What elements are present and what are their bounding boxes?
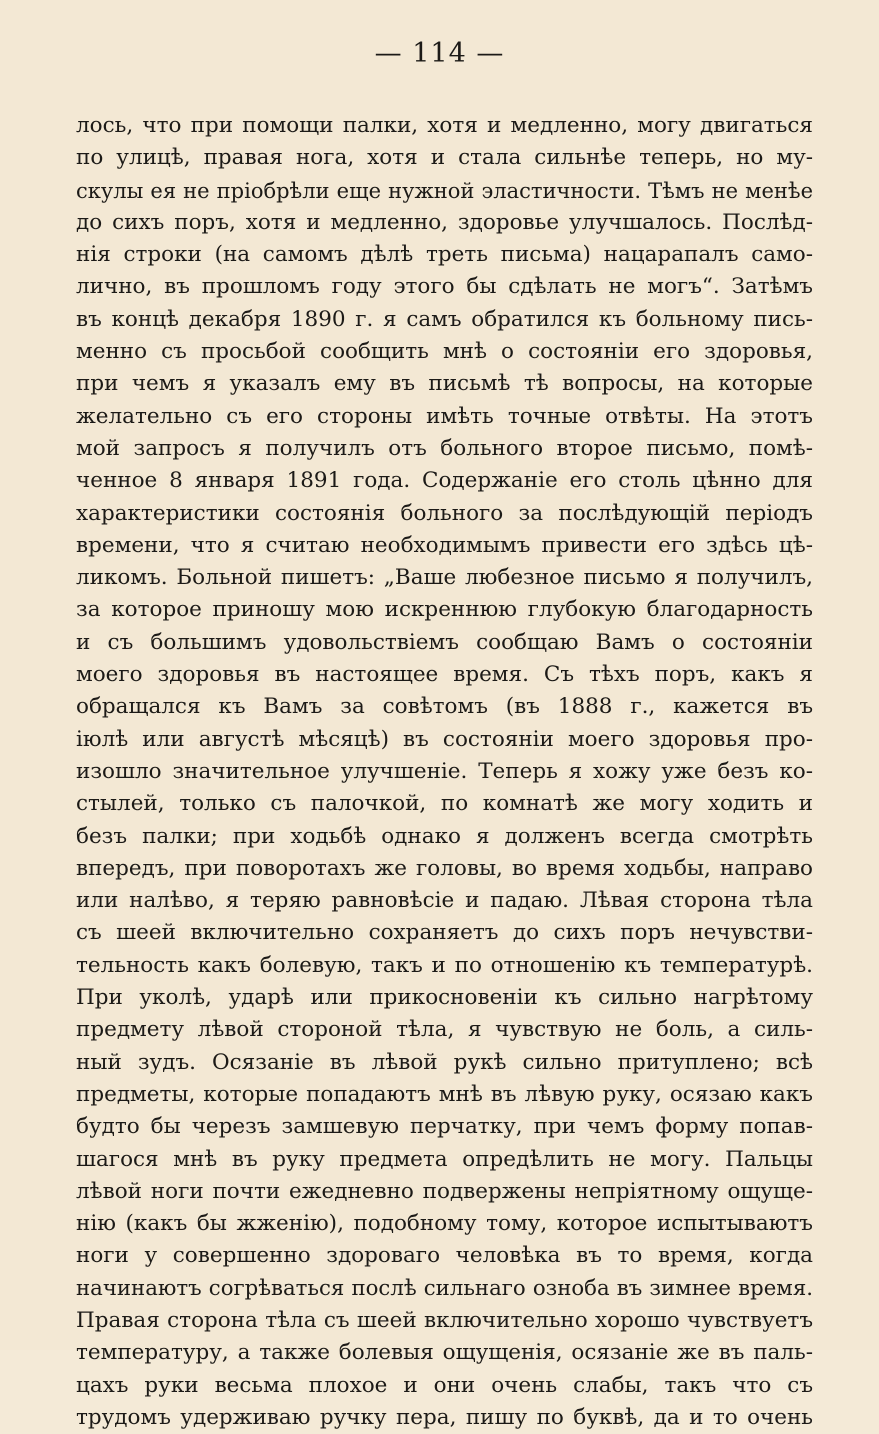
text-line: лось, что при помощи палки, хотя и медленно, могу двигаться [76,113,813,138]
text-line: до сихъ поръ, хотя и медленно, здоровье улучшалось. Послѣд- [76,209,813,235]
text-line: менно съ просьбой сообщить мнѣ о состояніи его здоровья, [76,339,813,365]
text-line: ный зудъ. Осязаніе въ лѣвой рукѣ сильно притуплено; всѣ [76,1049,813,1075]
text-line: характеристики состоянія больного за послѣдующій періодъ [76,500,813,526]
text-line: изошло значительное улучшеніе. Теперь я хожу уже безъ ко- [76,758,813,784]
text-line: и съ большимъ удовольствіемъ сообщаю Вамъ о состояніи [76,629,813,655]
text-line: При уколѣ, ударѣ или прикосновеніи къ сильно нагрѣтому [76,985,813,1011]
text-line: ченное 8 января 1891 года. Содержаніе его столь цѣнно для [76,468,813,494]
text-line: при чемъ я указалъ ему въ письмѣ тѣ вопросы, на которые [76,371,813,397]
text-line: лично, въ прошломъ году этого бы сдѣлать не могъ“. Затѣмъ [76,274,813,300]
text-line: температуру, а также болевыя ощущенія, осязаніе же въ паль- [76,1340,813,1366]
page-number: — 114 — [374,38,505,69]
text-line: лѣвой ноги почти ежедневно подвержены непріятному ощуще- [76,1178,813,1204]
text-line: ноги у совершенно здороваго человѣка въ то время, когда [76,1243,813,1269]
text-line: желательно съ его стороны имѣть точные отвѣты. На этотъ [76,403,813,429]
text-line: въ концѣ декабря 1890 г. я самъ обратился къ больному пись- [76,306,813,332]
text-line: будто бы черезъ замшевую перчатку, при чемъ форму попав- [76,1114,813,1140]
text-line: мой запросъ я получилъ отъ больного второе письмо, помѣ- [76,435,813,461]
text-line: безъ палки; при ходьбѣ однако я долженъ всегда смотрѣть [76,823,813,849]
text-line: времени, что я считаю необходимымъ привести его здѣсь цѣ- [76,532,813,558]
text-line: по улицѣ, правая нога, хотя и стала сильнѣе теперь, но му- [76,145,813,171]
text-line: Правая сторона тѣла съ шеей включительно хорошо чувствуетъ [76,1307,813,1333]
text-line: предмету лѣвой стороной тѣла, я чувствую не боль, а силь- [76,1017,813,1043]
text-line: скулы ея не пріобрѣли еще нужной эластичности. Тѣмъ не менѣе [76,178,813,203]
text-line: съ шеей включительно сохраняетъ до сихъ поръ нечувстви- [76,920,813,946]
text-line: нія строки (на самомъ дѣлѣ треть письма) нацарапалъ само- [76,242,813,268]
text-line: обращался къ Вамъ за совѣтомъ (въ 1888 г., кажется въ [76,694,813,720]
text-line: тельность какъ болевую, такъ и по отношенію къ температурѣ. [76,952,813,978]
text-line: трудомъ удерживаю ручку пера, пишу по буквѣ, да и то очень [76,1404,813,1430]
text-line: за которое приношу мою искреннюю глубокую благодарность [76,597,813,623]
text-line: моего здоровья въ настоящее время. Съ тѣхъ поръ, какъ я [76,662,813,688]
text-line: начинаютъ согрѣваться послѣ сильнаго озноба въ зимнее время. [76,1275,813,1301]
text-line: предметы, которые попадаютъ мнѣ въ лѣвую руку, осязаю какъ [76,1081,813,1107]
text-line: шагося мнѣ въ руку предмета опредѣлить не могу. Пальцы [76,1146,813,1172]
text-line: впередъ, при поворотахъ же головы, во время ходьбы, направо [76,855,813,881]
body-text [76,110,813,1434]
text-line: или налѣво, я теряю равновѣсіе и падаю. Лѣвая сторона тѣла [76,888,813,914]
text-line: ликомъ. Больной пишетъ: „Ваше любезное письмо я получилъ, [76,565,813,591]
text-line: іюлѣ или августѣ мѣсяцѣ) въ состояніи моего здоровья про- [76,726,813,752]
text-line: цахъ руки весьма плохое и они очень слабы, такъ что съ [76,1372,813,1398]
text-line: нію (какъ бы жженію), подобному тому, которое испытываютъ [76,1211,813,1237]
text-line: стылей, только съ палочкой, по комнатѣ же могу ходить и [76,791,813,817]
